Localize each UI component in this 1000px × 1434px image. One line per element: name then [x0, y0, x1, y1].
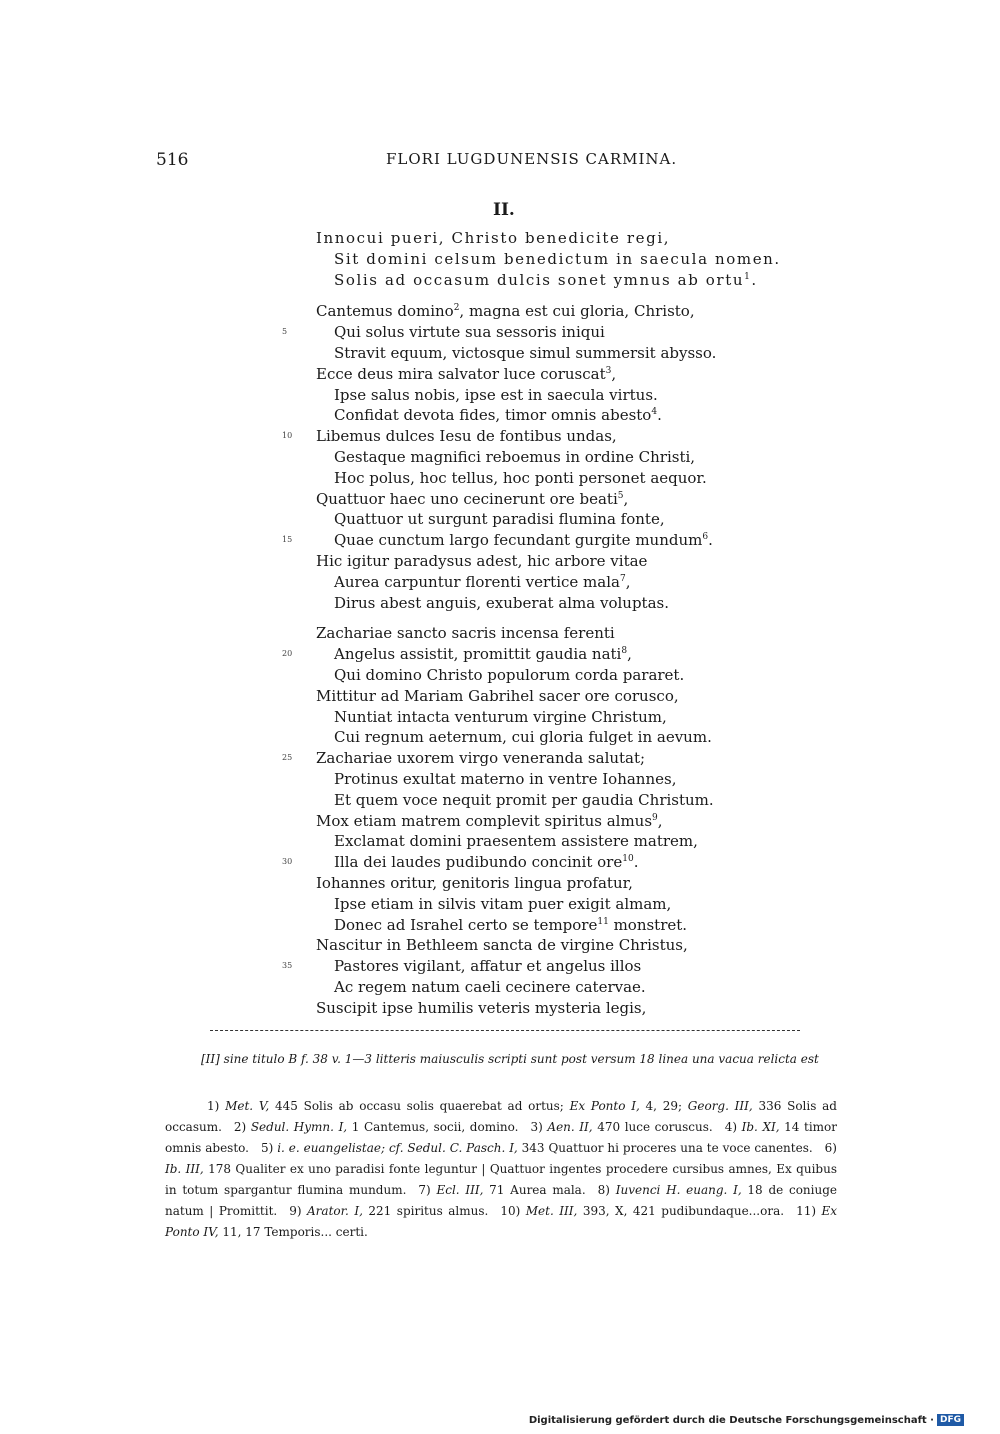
footnote [207, 1099, 564, 1113]
verse-line [334, 665, 684, 686]
verse-text: Mittitur ad Mariam Gabrihel sacer ore corusco, [316, 686, 679, 705]
footnote-marker: 6 [702, 532, 709, 543]
verse-text: Nuntiat intacta venturum virgine Christum, [334, 707, 667, 726]
footnote-reference: Ib. III, [165, 1162, 204, 1176]
footnote-marker: 3 [605, 365, 612, 376]
footnote-text: 343 Quattuor hi proceres una te voce canentes. [517, 1141, 813, 1155]
footnote-text: 14 timor omnis abesto. [165, 1120, 838, 1155]
verse-text: Aurea carpuntur florenti vertice mala [334, 572, 620, 591]
footnote-number: 8) [585, 1183, 616, 1197]
footnote-marker: 11 [597, 916, 609, 927]
verse-line [334, 509, 665, 530]
verse-text: Gestaque magnifici reboemus in ordine Christi, [334, 448, 696, 466]
dfg-logo: DFG [937, 1414, 964, 1426]
verse-line [334, 769, 676, 790]
verse-line [316, 426, 617, 447]
verse-text: Ecce deus mira salvator luce coruscat [316, 364, 606, 383]
verse-line [316, 489, 628, 510]
footnote-text: 445 Solis ab occasu solis quaerebat ad ortus; [269, 1099, 564, 1113]
verse-text: Iohannes oritur, genitoris lingua profatur, [316, 874, 633, 892]
verse-text: Angelus assistit, promittit gaudia nati [334, 645, 622, 664]
footnote-number: 10) [488, 1204, 526, 1218]
footnote-marker: 9 [652, 812, 658, 823]
verse-text: Hoc polus, hoc tellus, hoc ponti personet aequor. [334, 468, 707, 487]
verse-line [316, 748, 645, 769]
verse-text: Dirus abest anguis, exuberat alma voluptas. [334, 593, 669, 612]
verse-line [334, 644, 632, 665]
verse-line [334, 790, 714, 811]
verse-text-tail: , [611, 364, 617, 383]
footnote-number: 4) [712, 1120, 742, 1134]
verse-text-tail: monstret. [608, 915, 688, 934]
line-number: 25 [282, 753, 293, 763]
footnote-reference: Georg. III, [687, 1099, 753, 1113]
verse-text-tail: , [623, 489, 629, 508]
verse-line [334, 831, 698, 852]
verse-text: Quae cunctum largo fecundant gurgite mundum [334, 531, 703, 550]
verse-line [334, 249, 781, 270]
verse-line [334, 270, 758, 291]
footnote-reference: Aen. II, [547, 1120, 593, 1134]
footnote-reference: Ex Ponto I, [569, 1099, 640, 1113]
footnote-number: 11) [784, 1204, 822, 1218]
footnote-marker: 1 [744, 271, 752, 282]
verse-text: Libemus dulces Iesu de fontibus undas, [316, 427, 617, 446]
footnote-number: 9) [277, 1204, 308, 1218]
verse-text: Confidat devota fides, timor omnis abesto [334, 406, 652, 425]
verse-line [316, 686, 679, 707]
verse-text: Zachariae sancto sacris incensa ferenti [316, 624, 615, 643]
verse-text: Stravit equum, victosque simul summersit abysso. [334, 344, 717, 362]
verse-line [334, 572, 630, 593]
verse-text: Quattuor ut surgunt paradisi flumina fonte, [334, 510, 665, 529]
verse-text: Ipse etiam in silvis vitam puer exigit almam, [334, 894, 672, 913]
verse-line [334, 956, 641, 977]
verse-text-tail: . [633, 853, 639, 872]
credit-text: Digitalisierung gefördert durch die Deutsche Forschungsgemeinschaft · [528, 1414, 934, 1426]
footnote-text: 393, X, 421 pudibundaque...ora. [577, 1204, 785, 1218]
verse-text-tail: , magna est cui gloria, Christo, [459, 302, 695, 321]
line-number: 35 [282, 961, 293, 971]
footnote-reference: Ecl. III, [436, 1183, 484, 1197]
line-number: 15 [282, 535, 293, 545]
verse-text-tail: , [627, 645, 632, 664]
footnote-marker: 4 [651, 407, 658, 418]
footnote-number: 5) [248, 1141, 278, 1155]
verse-line [316, 935, 688, 956]
footnote-text: 336 Solis ad occasum. [165, 1099, 837, 1134]
footnote-text: 470 luce coruscus. [592, 1120, 713, 1134]
verse-text: Ipse salus nobis, ipse est in saecula virtus. [334, 385, 658, 404]
footnote-text: 178 Qualiter ex uno paradisi fonte leguntur | Quattuor ingentes procedere cursibus amnes, Ex quibus in totum spargantur flumina mundum. [165, 1162, 837, 1197]
line-number: 20 [282, 649, 293, 659]
poem-section-number: II. [493, 200, 515, 220]
footnote [249, 1141, 813, 1155]
verse-text: Qui domino Christo populorum corda pararet. [334, 666, 685, 684]
verse-text: Qui solus virtute sua sessoris iniqui [334, 323, 605, 342]
footnote-reference: Met. III, [525, 1204, 578, 1218]
footnote-text: 221 spiritus almus. [362, 1204, 489, 1218]
footnote-reference: Sedul. Hymn. I, [250, 1120, 348, 1134]
footnote-text: 18 de coniuge natum | Promittit. [165, 1183, 837, 1218]
footnote-text: 4, 29; [639, 1099, 683, 1113]
verse-text: Nascitur in Bethleem sancta de virgine Christus, [316, 936, 688, 955]
line-number: 5 [282, 327, 288, 337]
verse-line [334, 593, 669, 614]
footnote-marker: 8 [621, 646, 628, 657]
verse-text: Sit domini celsum benedictum in saecula nomen. [334, 249, 781, 268]
verse-text-tail: . [708, 531, 713, 550]
footnote [277, 1204, 488, 1218]
verse-text-tail: . [657, 406, 662, 425]
verse-line [316, 364, 616, 385]
footnote-reference: i. e. euangelistae; cf. Sedul. C. Pasch. I, [277, 1141, 518, 1155]
footnote-number: 7) [406, 1183, 437, 1197]
footnote [518, 1120, 712, 1134]
verse-text: Mox etiam matrem complevit spiritus almus [316, 811, 653, 830]
verse-line [334, 468, 707, 489]
verse-line [316, 551, 647, 572]
verse-line [316, 811, 663, 832]
line-number: 10 [282, 431, 293, 441]
page-number: 516 [156, 150, 189, 170]
verse-line [334, 915, 687, 936]
verse-line [316, 623, 615, 644]
verse-text: Quattuor haec uno cecinerunt ore beati [316, 489, 618, 508]
verse-line [334, 530, 713, 551]
verse-text: Hic igitur paradysus adest, hic arbore vitae [316, 552, 648, 570]
footnote-rule [210, 1030, 800, 1031]
footnote-number: 6) [812, 1141, 837, 1155]
footnote-marker: 7 [619, 573, 626, 584]
footnote [488, 1204, 784, 1218]
verse-text: Innocui pueri, Christo benedicite regi, [316, 229, 671, 247]
footnote-number: 3) [518, 1120, 548, 1134]
verse-text: Illa dei laudes pudibundo concinit ore [334, 853, 623, 872]
footnote-reference: Ex Ponto IV, [165, 1204, 838, 1239]
footnote-marker: 2 [453, 303, 460, 314]
verse-line [334, 447, 695, 468]
footnote-reference: Arator. I, [307, 1204, 363, 1218]
verse-text-tail: , [625, 572, 631, 591]
footnote [222, 1120, 519, 1134]
verse-line [316, 873, 633, 894]
footnote-reference: Met. V, [225, 1099, 270, 1113]
footnote-marker: 5 [617, 490, 624, 501]
footnote-text: 11, 17 Temporis... certi. [218, 1225, 368, 1239]
verse-text: Et quem voce nequit promit per gaudia Christum. [334, 790, 714, 809]
verse-text: Zachariae uxorem virgo veneranda salutat; [316, 749, 646, 768]
critical-apparatus: [II] sine titulo B f. 38 v. 1—3 litteris maiusculis scripti sunt post versum 18 linea una vacua relicta est [201, 1052, 819, 1066]
verse-text: Pastores vigilant, affatur et angelus illos [334, 957, 642, 976]
verse-text-tail: , [657, 811, 663, 830]
verse-line [334, 405, 662, 426]
running-title: FLORI LUGDUNENSIS CARMINA. [386, 150, 678, 168]
digitization-credit [529, 1414, 964, 1426]
footnote-text: 71 Aurea mala. [483, 1183, 586, 1197]
verse-text: Donec ad Israhel certo se tempore [334, 915, 598, 934]
verse-line [334, 894, 671, 915]
verse-line [334, 385, 658, 406]
line-number: 30 [282, 857, 293, 867]
verse-line [316, 228, 670, 249]
verse-line [334, 343, 716, 364]
footnote-reference: Iuvenci H. euang. I, [615, 1183, 742, 1197]
verse-line [316, 998, 646, 1019]
verse-text-tail: . [751, 270, 758, 289]
verse-text: Ac regem natum caeli cecinere catervae. [334, 978, 646, 996]
footnote-text: 1 Cantemus, socii, domino. [347, 1120, 519, 1134]
verse-line [334, 977, 646, 998]
verse-line [334, 852, 638, 873]
verse-text: Suscipit ipse humilis veteris mysteria legis, [316, 998, 647, 1017]
verse-text: Cui regnum aeternum, cui gloria fulget in aevum. [334, 728, 712, 747]
footnote [564, 1099, 682, 1113]
verse-line [334, 322, 605, 343]
footnote-number: 1) [207, 1099, 226, 1113]
verse-line [316, 301, 695, 322]
footnote-reference: Ib. XI, [741, 1120, 780, 1134]
footnote-number: 2) [221, 1120, 251, 1134]
footnote [406, 1183, 585, 1197]
verse-line [334, 707, 667, 728]
verse-text: Exclamat domini praesentem assistere matrem, [334, 832, 698, 851]
verse-line [334, 727, 712, 748]
verse-text: Solis ad occasum dulcis sonet ymnus ab ortu [334, 270, 745, 289]
verse-text: Cantemus domino [316, 302, 454, 321]
verse-text: Protinus exultat materno in ventre Iohannes, [334, 770, 677, 788]
footnote-marker: 10 [622, 854, 634, 865]
footnotes [165, 1096, 837, 1243]
